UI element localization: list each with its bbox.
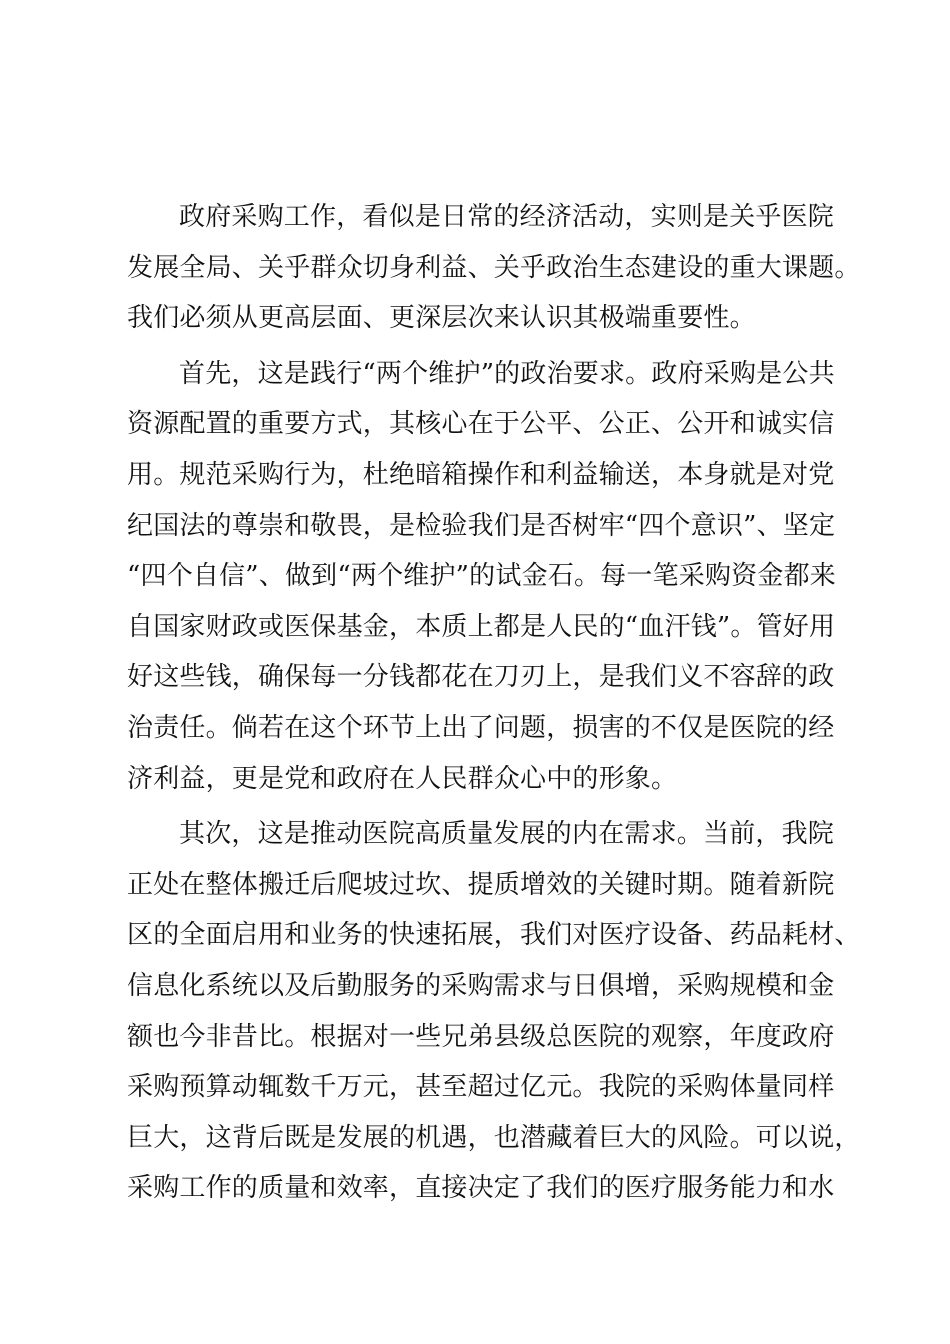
paragraph: [127, 192, 861, 344]
text-line: 好这些钱，确保每一分钱都花在刀刃上，是我们义不容辞的政: [127, 662, 835, 693]
text-line: 巨大，这背后既是发展的机遇，也潜藏着巨大的风险。可以说，: [127, 1122, 861, 1153]
text-line: 我们必须从更高层面、更深层次来认识其极端重要性。: [127, 303, 756, 334]
text-line: 济利益，更是党和政府在人民群众心中的形象。: [127, 763, 678, 794]
text-line: 用。规范采购行为，杜绝暗箱操作和利益输送，本身就是对党: [127, 459, 835, 490]
body-text: [127, 192, 861, 1214]
text-line: 自国家财政或医保基金，本质上都是人民的“血汗钱”。管好用: [127, 611, 836, 642]
text-line: 额也今非昔比。根据对一些兄弟县级总医院的观察，年度政府: [127, 1021, 835, 1052]
text-line: 其次，这是推动医院高质量发展的内在需求。当前，我院: [179, 819, 835, 850]
text-line: 区的全面启用和业务的快速拓展，我们对医疗设备、药品耗材、: [127, 920, 861, 951]
text-line: 首先，这是践行“两个维护”的政治要求。政府采购是公共: [179, 358, 835, 389]
text-line: “四个自信”、做到“两个维护”的试金石。每一笔采购资金都来: [127, 561, 836, 592]
text-line: 资源配置的重要方式，其核心在于公平、公正、公开和诚实信: [127, 409, 835, 440]
text-line: 发展全局、关乎群众切身利益、关乎政治生态建设的重大课题。: [127, 252, 861, 283]
paragraph: [127, 349, 837, 804]
text-line: 纪国法的尊崇和敬畏，是检验我们是否树牢“四个意识”、坚定: [127, 510, 836, 541]
text-line: 采购预算动辄数千万元，甚至超过亿元。我院的采购体量同样: [127, 1072, 835, 1103]
text-line: 治责任。倘若在这个环节上出了问题，损害的不仅是医院的经: [127, 712, 835, 743]
text-line: 正处在整体搬迁后爬坡过坎、提质增效的关键时期。随着新院: [127, 869, 835, 900]
text-line: 采购工作的质量和效率，直接决定了我们的医疗服务能力和水: [127, 1173, 835, 1204]
paragraph: [127, 809, 861, 1214]
text-line: 政府采购工作，看似是日常的经济活动，实则是关乎医院: [179, 202, 835, 232]
text-line: 信息化系统以及后勤服务的采购需求与日俱增，采购规模和金: [127, 970, 835, 1001]
